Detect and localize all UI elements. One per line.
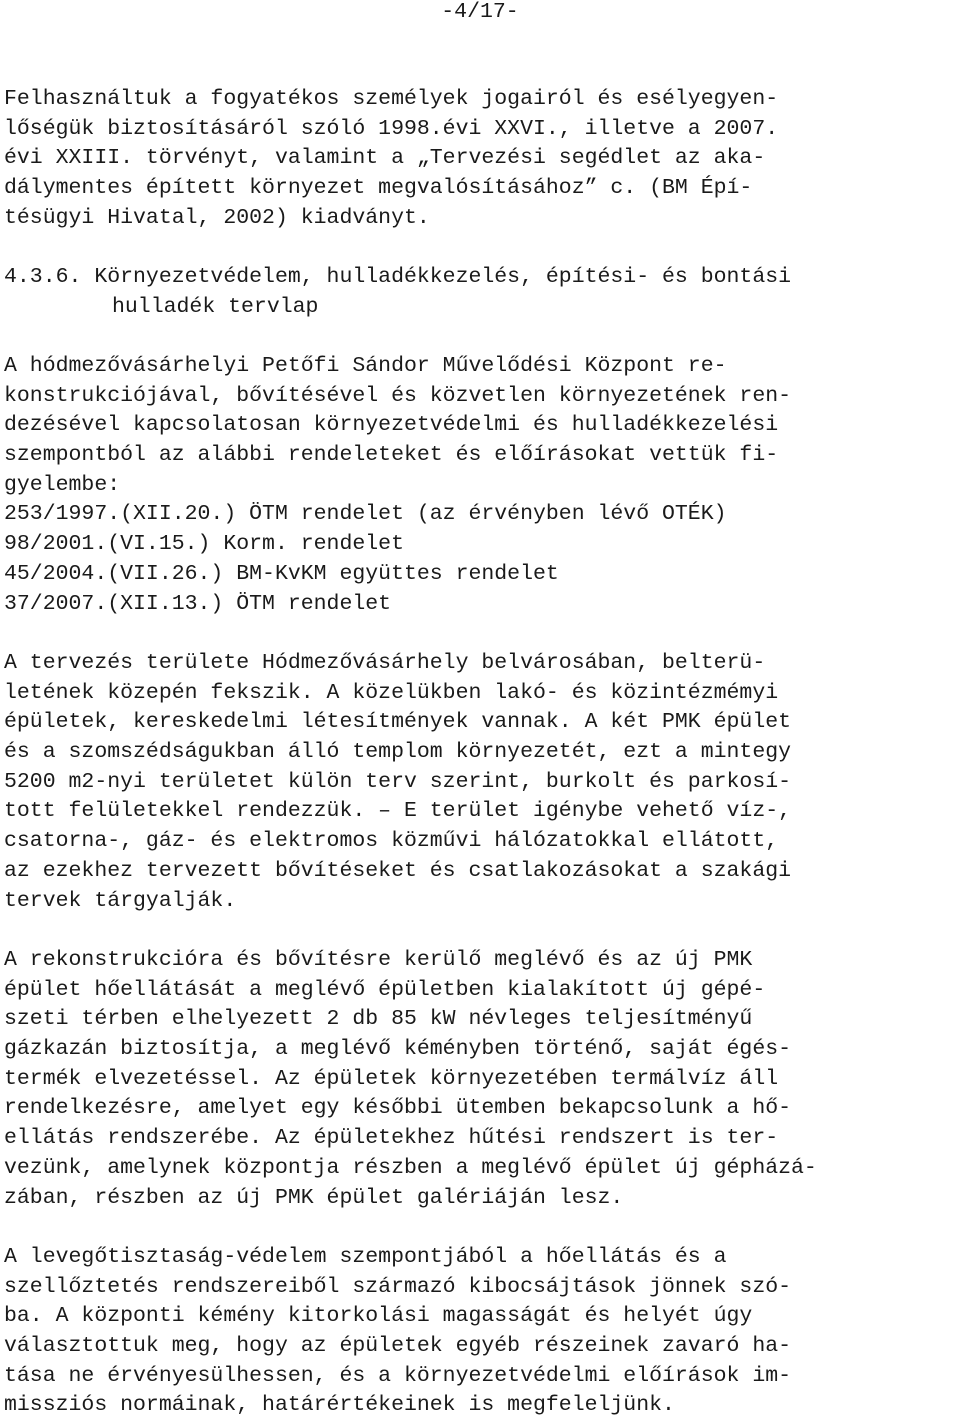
text-line: tésügyi Hivatal, 2002) kiadványt.: [4, 205, 430, 230]
text-line: zában, részben az új PMK épület galériáján lesz.: [4, 1185, 624, 1210]
text-line: évi XXIII. törvényt, valamint a „Tervezési segédlet az aka-: [4, 146, 766, 171]
regulation-item: 37/2007.(XII.13.) ÖTM rendelet: [4, 591, 392, 616]
text-line: A tervezés területe Hódmezővásárhely belvárosában, belterü-: [4, 651, 766, 675]
section-heading: [4, 263, 960, 322]
paragraph-sources: [4, 85, 960, 233]
text-line: dezésével kapcsolatosan környezetvédelmi és hulladékkezelési: [4, 413, 779, 438]
text-line: A rekonstrukcióra és bővítésre kerülő meglévő és az új PMK: [4, 948, 753, 972]
paragraph-site: [4, 649, 960, 916]
text-line: rendelkezésre, amelyet egy későbbi ütemben bekapcsolunk a hő-: [4, 1096, 792, 1121]
text-line: ellátás rendszerébe. Az épületekhez hűtési rendszert is ter-: [4, 1126, 779, 1151]
text-line: tervek tárgyalják.: [4, 888, 237, 913]
text-line: tott felületekkel rendezzük. – E terület igénybe vehető víz-,: [4, 799, 792, 824]
text-line: gázkazán biztosítja, a meglévő kéményben történő, saját égés-: [4, 1037, 792, 1062]
text-line: letének közepén fekszik. A közelükben lakó- és közintézmémyi: [4, 680, 779, 705]
text-line: szempontból az alábbi rendeleteket és előírásokat vettük fi-: [4, 443, 779, 468]
text-line: épületek, kereskedelmi létesítmények vannak. A két PMK épület: [4, 710, 792, 735]
text-line: tása ne érvényesülhessen, és a környezetvédelmi előírások im-: [4, 1363, 792, 1388]
text-line: vezünk, amelynek központja részben a meglévő épület új gépházá-: [4, 1155, 817, 1180]
text-line: termék elvezetéssel. Az épületek környezetében termálvíz áll: [4, 1066, 779, 1091]
text-line: 5200 m2-nyi területet külön terv szerint, burkolt és parkosí-: [4, 769, 792, 794]
text-line: A levegőtisztaság-védelem szempontjából a hőellátás és a: [4, 1245, 727, 1269]
text-line: és a szomszédságukban álló templom környezetét, ezt a mintegy: [4, 740, 792, 765]
regulation-item: 253/1997.(XII.20.) ÖTM rendelet (az érvényben lévő OTÉK): [4, 502, 727, 527]
text-line: Felhasználtuk a fogyatékos személyek jogairól és esélyegyen-: [4, 87, 779, 111]
text-line: épület hőellátását a meglévő épületben kialakított új gépé-: [4, 977, 766, 1002]
text-line: dálymentes épített környezet megvalósításához” c. (BM Épí-: [4, 176, 753, 201]
regulation-item: 45/2004.(VII.26.) BM-KvKM együttes rendelet: [4, 561, 559, 586]
text-line: konstrukciójával, bővítésével és közvetlen környezetének ren-: [4, 383, 792, 408]
page-number: -4/17-: [441, 0, 519, 24]
text-line: ba. A központi kémény kitorkolási magasságát és helyét úgy: [4, 1304, 753, 1329]
heading-line: hulladék tervlap: [112, 294, 319, 319]
text-line: az ezekhez tervezett bővítéseket és csatlakozásokat a szakági: [4, 858, 792, 883]
text-line: választottuk meg, hogy az épületek egyéb részeinek zavaró ha-: [4, 1334, 792, 1359]
text-line: szellőztetés rendszereiből származó kibocsájtások jönnek szó-: [4, 1274, 792, 1299]
paragraph-heating: [4, 946, 960, 1213]
paragraph-regulations: [4, 352, 960, 619]
regulation-item: 98/2001.(VI.15.) Korm. rendelet: [4, 532, 404, 557]
text-line: gyelembe:: [4, 472, 121, 497]
text-line: csatorna-, gáz- és elektromos közművi hálózatokkal ellátott,: [4, 829, 779, 854]
paragraph-air-quality: [4, 1243, 960, 1421]
text-line: lőségük biztosításáról szóló 1998.évi XXVI., illetve a 2007.: [4, 116, 779, 141]
text-line: missziós normáinak, határértékeinek is megfeleljünk.: [4, 1393, 675, 1418]
text-line: szeti térben elhelyezett 2 db 85 kW névleges teljesítményű: [4, 1007, 753, 1032]
text-line: A hódmezővásárhelyi Petőfi Sándor Művelődési Központ re-: [4, 354, 727, 378]
heading-line: 4.3.6. Környezetvédelem, hulladékkezelés, építési- és bontási: [4, 265, 792, 289]
